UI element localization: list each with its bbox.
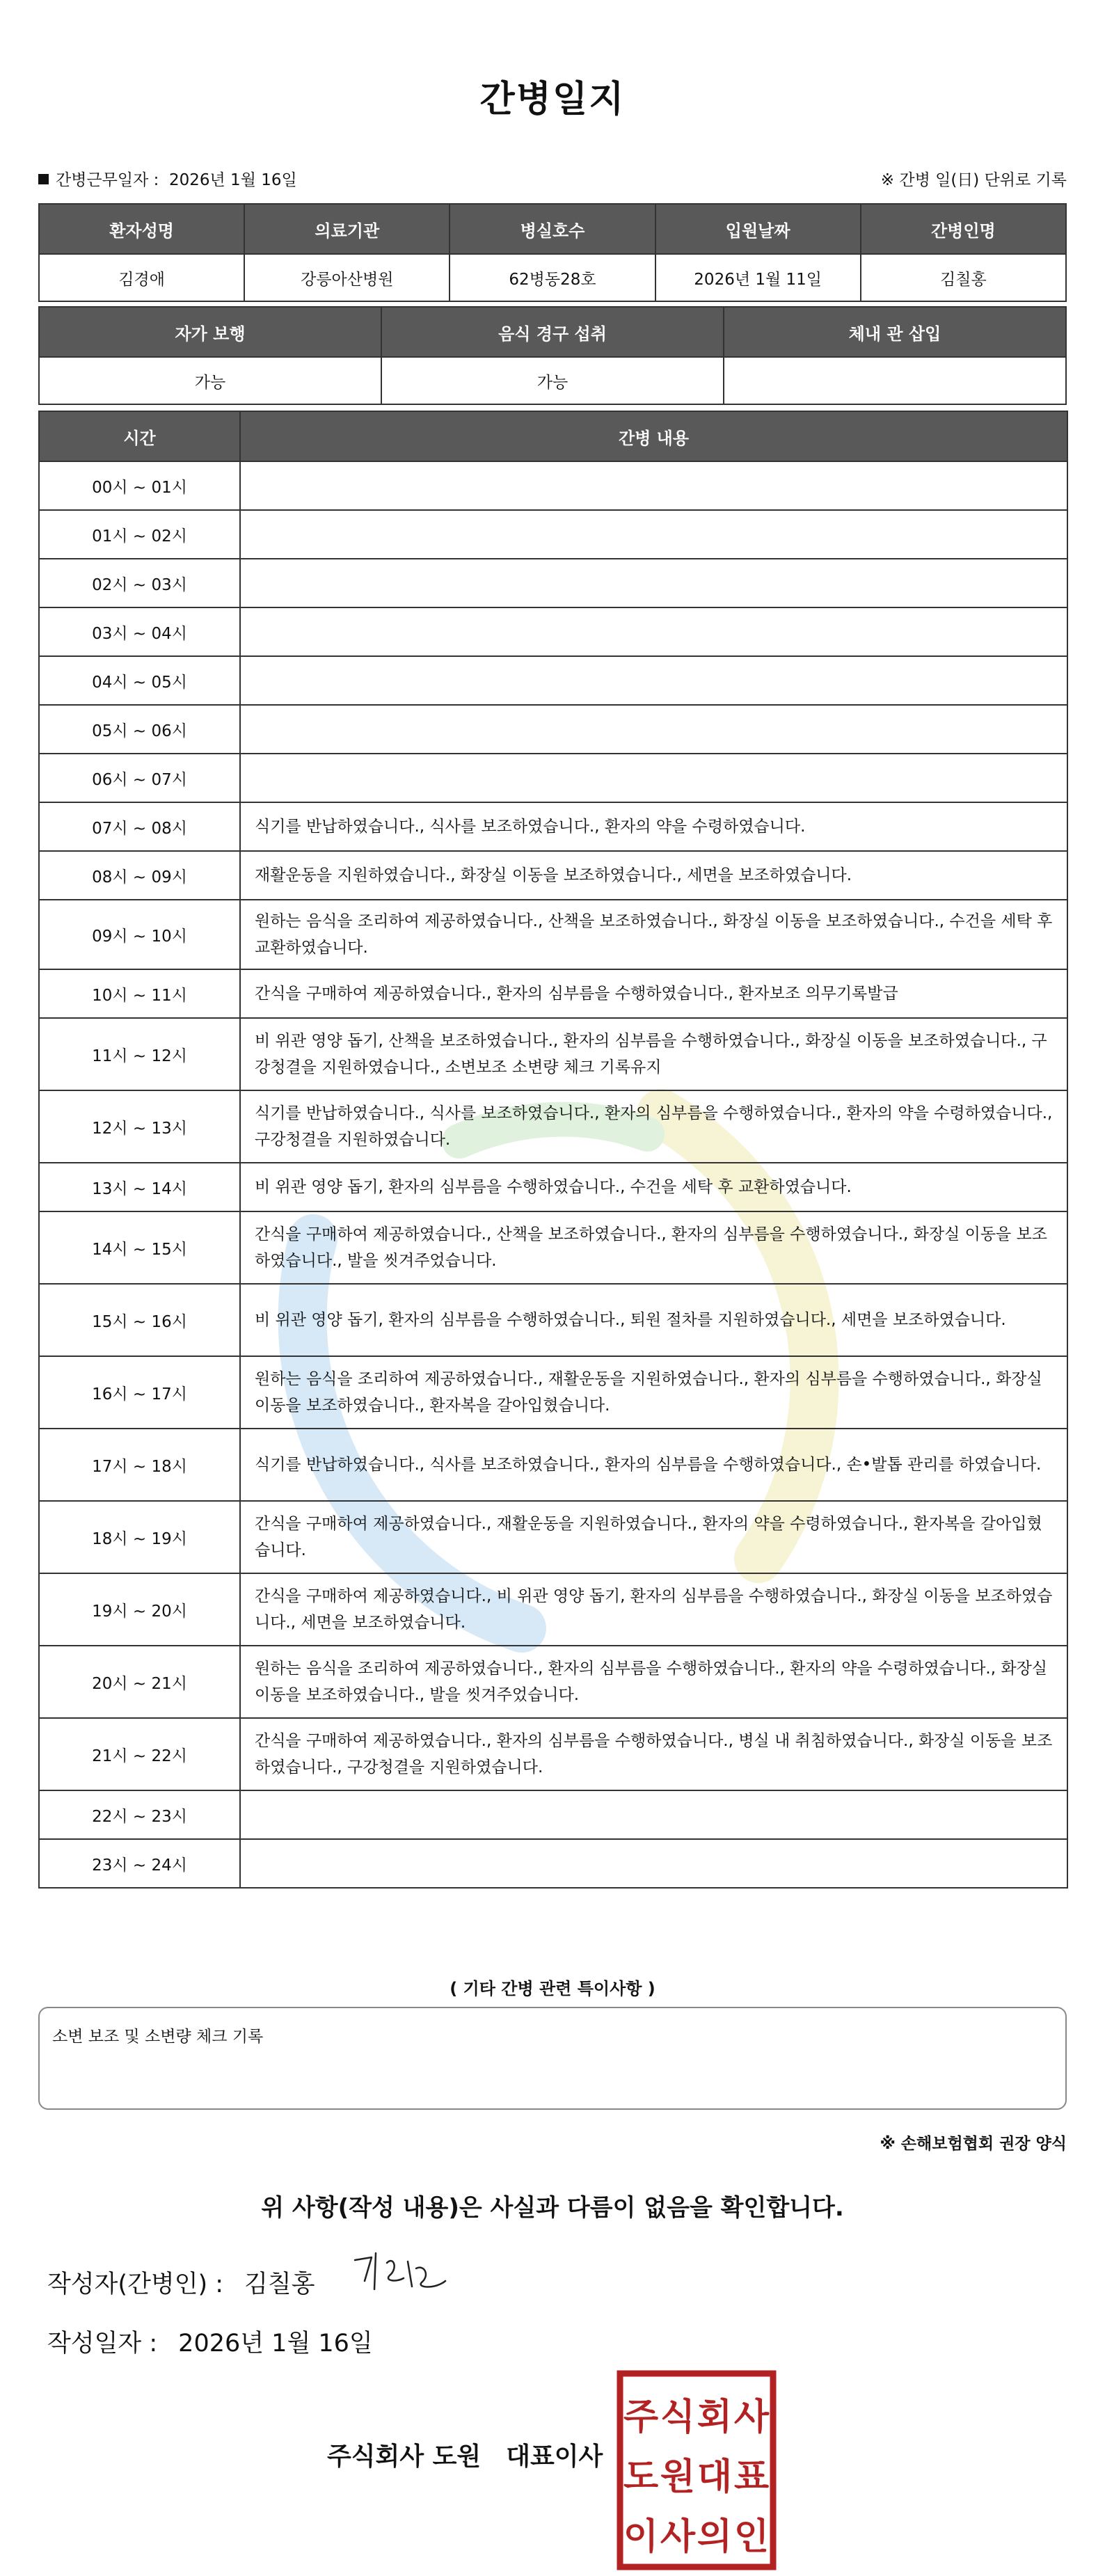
meta-row [38,167,1067,192]
handwritten-signature-icon [348,2248,459,2303]
log-content: 식기를 반납하였습니다., 식사를 보조하였습니다., 환자의 약을 수령하였습니다. [240,802,1067,851]
patient-value-row [39,254,1066,301]
log-content: 간식을 구매하여 제공하였습니다., 환자의 심부름을 수행하였습니다., 병실 내 취침하였습니다., 화장실 이동을 보조하였습니다., 구강청결을 지원하였습니다. [240,1718,1067,1790]
patient-header-cell: 입원날짜 [655,204,861,254]
writer-line [47,2265,315,2300]
log-time: 01시 ~ 02시 [39,510,240,559]
log-row [39,1429,1067,1501]
log-row [39,851,1067,900]
log-row [39,1018,1067,1090]
seal-character: 도 [623,2456,659,2498]
seal-character: 이 [623,2516,659,2558]
log-row [39,1284,1067,1356]
log-row [39,510,1067,559]
log-content [240,656,1067,705]
log-content: 재활운동을 지원하였습니다., 화장실 이동을 보조하였습니다., 세면을 보조하였습니다. [240,851,1067,900]
square-bullet-icon [38,174,49,184]
ability-header-cell: 체내 관 삽입 [724,307,1066,357]
company-ceo-title: 대표이사 [506,2442,603,2471]
log-content: 원하는 음식을 조리하여 제공하였습니다., 산책을 보조하였습니다., 화장실 이동을 보조하였습니다., 수건을 세탁 후 교환하였습니다. [240,900,1067,969]
log-row [39,1090,1067,1163]
log-time: 14시 ~ 15시 [39,1211,240,1284]
log-content: 비 위관 영양 돕기, 환자의 심부름을 수행하였습니다., 퇴원 절차를 지원하였습니다., 세면을 보조하였습니다. [240,1284,1067,1356]
notes-box [38,2007,1067,2110]
log-content: 간식을 구매하여 제공하였습니다., 비 위관 영양 돕기, 환자의 심부름을 수행하였습니다., 화장실 이동을 보조하였습니다., 세면을 보조하였습니다. [240,1573,1067,1646]
log-time: 00시 ~ 01시 [39,461,240,510]
tube-insertion-value [724,357,1066,404]
company-name: 주식회사 도원 [327,2442,482,2471]
seal-character: 원 [660,2456,696,2498]
written-date-label: 작성일자 : [47,2330,158,2358]
log-row [39,1163,1067,1211]
company-line [327,2437,603,2472]
log-time: 13시 ~ 14시 [39,1163,240,1211]
log-header-row [39,411,1067,461]
seal-character: 의 [697,2516,733,2558]
log-content [240,705,1067,754]
patient-header-row [39,204,1066,254]
patient-info-table [38,203,1067,302]
log-row [39,559,1067,607]
log-time: 22시 ~ 23시 [39,1790,240,1839]
content-header: 간병 내용 [240,411,1067,461]
log-time: 03시 ~ 04시 [39,607,240,656]
log-row [39,607,1067,656]
log-content: 간식을 구매하여 제공하였습니다., 재활운동을 지원하였습니다., 환자의 약을 수령하였습니다., 환자복을 갈아입혔습니다. [240,1501,1067,1573]
oral-intake-value: 가능 [381,357,724,404]
seal-character: 표 [733,2456,770,2498]
log-time: 15시 ~ 16시 [39,1284,240,1356]
log-time: 12시 ~ 13시 [39,1090,240,1163]
writer-name: 김칠홍 [244,2271,315,2298]
log-content: 간식을 구매하여 제공하였습니다., 환자의 심부름을 수행하였습니다., 환자보조 의무기록발급 [240,969,1067,1018]
notes-text: 소변 보조 및 소변량 체크 기록 [52,2028,264,2046]
log-time: 07시 ~ 08시 [39,802,240,851]
log-content [240,1839,1067,1888]
log-time: 08시 ~ 09시 [39,851,240,900]
log-time: 11시 ~ 12시 [39,1018,240,1090]
writer-label: 작성자(간병인) : [47,2271,224,2298]
log-content: 원하는 음식을 조리하여 제공하였습니다., 환자의 심부름을 수행하였습니다., 환자의 약을 수령하였습니다., 화장실 이동을 보조하였습니다., 발을 씻겨주었습니다. [240,1646,1067,1718]
log-content: 간식을 구매하여 제공하였습니다., 산책을 보조하였습니다., 환자의 심부름을 수행하였습니다., 화장실 이동을 보조하였습니다., 발을 씻겨주었습니다. [240,1211,1067,1284]
log-row [39,461,1067,510]
company-seal-icon [616,2369,777,2571]
caregiver-name: 김칠홍 [861,254,1066,301]
log-row [39,1790,1067,1839]
log-time: 04시 ~ 05시 [39,656,240,705]
log-time: 06시 ~ 07시 [39,754,240,802]
work-date-label: 간병근무일자 : [56,171,159,189]
seal-character: 대 [697,2456,733,2498]
ability-value-row [39,357,1066,404]
log-time: 21시 ~ 22시 [39,1718,240,1790]
log-time: 23시 ~ 24시 [39,1839,240,1888]
log-row [39,1646,1067,1718]
log-row [39,1211,1067,1284]
log-row [39,754,1067,802]
work-date [38,167,297,190]
log-row [39,656,1067,705]
log-time: 20시 ~ 21시 [39,1646,240,1718]
care-log-table [38,411,1068,1889]
log-time: 19시 ~ 20시 [39,1573,240,1646]
log-content [240,754,1067,802]
document-title: 간병일지 [479,79,626,120]
self-walking-value: 가능 [39,357,381,404]
log-content [240,559,1067,607]
confirmation-statement: 위 사항(작성 내용)은 사실과 다름이 없음을 확인합니다. [261,2194,844,2222]
seal-character: 식 [660,2396,696,2438]
log-content: 비 위관 영양 돕기, 산책을 보조하였습니다., 환자의 심부름을 수행하였습니다., 화장실 이동을 보조하였습니다., 구강청결을 지원하였습니다., 소변보조 소변량 체크 기록유지 [240,1018,1067,1090]
seal-character: 인 [733,2516,770,2558]
log-time: 16시 ~ 17시 [39,1356,240,1429]
log-time: 10시 ~ 11시 [39,969,240,1018]
patient-header-cell: 병실호수 [450,204,655,254]
patient-name: 김경애 [39,254,244,301]
seal-character: 사 [660,2516,696,2558]
hospital-name: 강릉아산병원 [244,254,450,301]
log-content [240,461,1067,510]
log-row [39,1839,1067,1888]
log-content: 식기를 반납하였습니다., 식사를 보조하였습니다., 환자의 심부름을 수행하였습니다., 환자의 약을 수령하였습니다., 구강청결을 지원하였습니다. [240,1090,1067,1163]
log-row [39,1718,1067,1790]
unit-note: ※ 간병 일(日) 단위로 기록 [880,171,1067,189]
log-time: 05시 ~ 06시 [39,705,240,754]
log-row [39,802,1067,851]
log-time: 17시 ~ 18시 [39,1429,240,1501]
time-header: 시간 [39,411,240,461]
log-row [39,969,1067,1018]
log-row [39,1501,1067,1573]
seal-character: 회 [697,2396,733,2438]
admission-date: 2026년 1월 11일 [655,254,861,301]
work-date-value: 2026년 1월 16일 [169,171,297,189]
log-time: 18시 ~ 19시 [39,1501,240,1573]
log-row [39,705,1067,754]
room-number: 62병동28호 [450,254,655,301]
log-time: 09시 ~ 10시 [39,900,240,969]
log-content [240,1790,1067,1839]
log-content: 원하는 음식을 조리하여 제공하였습니다., 재활운동을 지원하였습니다., 환자의 심부름을 수행하였습니다., 화장실 이동을 보조하였습니다., 환자복을 갈아입혔습니다. [240,1356,1067,1429]
log-row [39,1573,1067,1646]
written-date-line [47,2324,373,2359]
patient-header-cell: 의료기관 [244,204,450,254]
notes-title: ( 기타 간병 관련 특이사항 ) [450,1979,655,1998]
ability-header-row [39,307,1066,357]
log-row [39,1356,1067,1429]
patient-header-cell: 환자성명 [39,204,244,254]
ability-header-cell: 음식 경구 섭취 [381,307,724,357]
ability-table [38,306,1067,405]
log-content: 식기를 반납하였습니다., 식사를 보조하였습니다., 환자의 심부름을 수행하였습니다., 손•발톱 관리를 하였습니다. [240,1429,1067,1501]
written-date-value: 2026년 1월 16일 [178,2330,373,2358]
seal-character: 주 [623,2396,659,2438]
log-row [39,900,1067,969]
format-note: ※ 손해보험협회 권장 양식 [880,2135,1067,2153]
seal-character: 사 [733,2396,770,2438]
log-body [39,461,1067,1888]
log-content [240,510,1067,559]
log-time: 02시 ~ 03시 [39,559,240,607]
log-content: 비 위관 영양 돕기, 환자의 심부름을 수행하였습니다., 수건을 세탁 후 교환하였습니다. [240,1163,1067,1211]
ability-header-cell: 자가 보행 [39,307,381,357]
log-content [240,607,1067,656]
patient-header-cell: 간병인명 [861,204,1066,254]
